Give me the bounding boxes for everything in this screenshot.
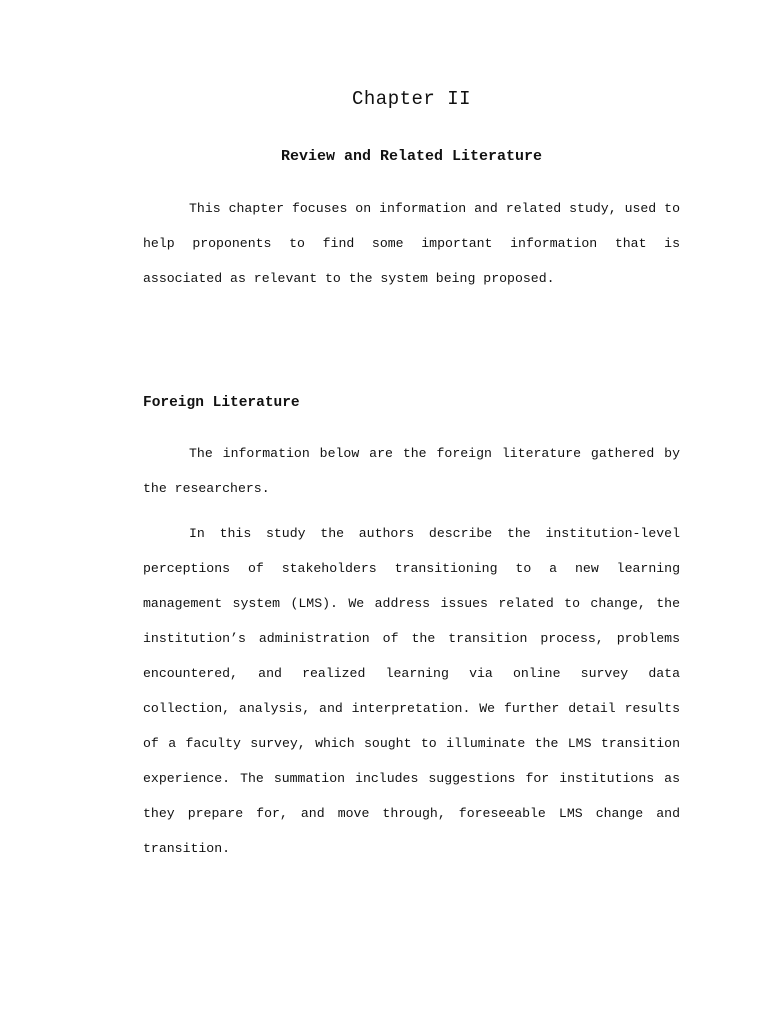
chapter-subtitle: Review and Related Literature [280, 148, 543, 165]
section-intro-paragraph: The information below are the foreign literature gathered by the researchers. [143, 446, 680, 496]
intro-paragraph: This chapter focuses on information and related study, used to help proponents to find some important information that is associated as relevant to the system being proposed. [143, 201, 680, 286]
chapter-title: Chapter II [351, 88, 472, 110]
study-paragraph: In this study the authors describe the institution-level perceptions of stakeholders transitioning to a new learning management system (LMS). We address issues related to change, the institution’s administration of the transition process, problems encountered, and realized learning via online survey data collection, analysis, and interpretation. We further detail results of a faculty survey, which sought to illuminate the LMS transition experience. The summation includes suggestions for institutions as they prepare for, and move through, foreseeable LMS change and transition. [143, 526, 680, 856]
section-heading: Foreign Literature [143, 395, 300, 411]
document-page [143, 0, 680, 1024]
